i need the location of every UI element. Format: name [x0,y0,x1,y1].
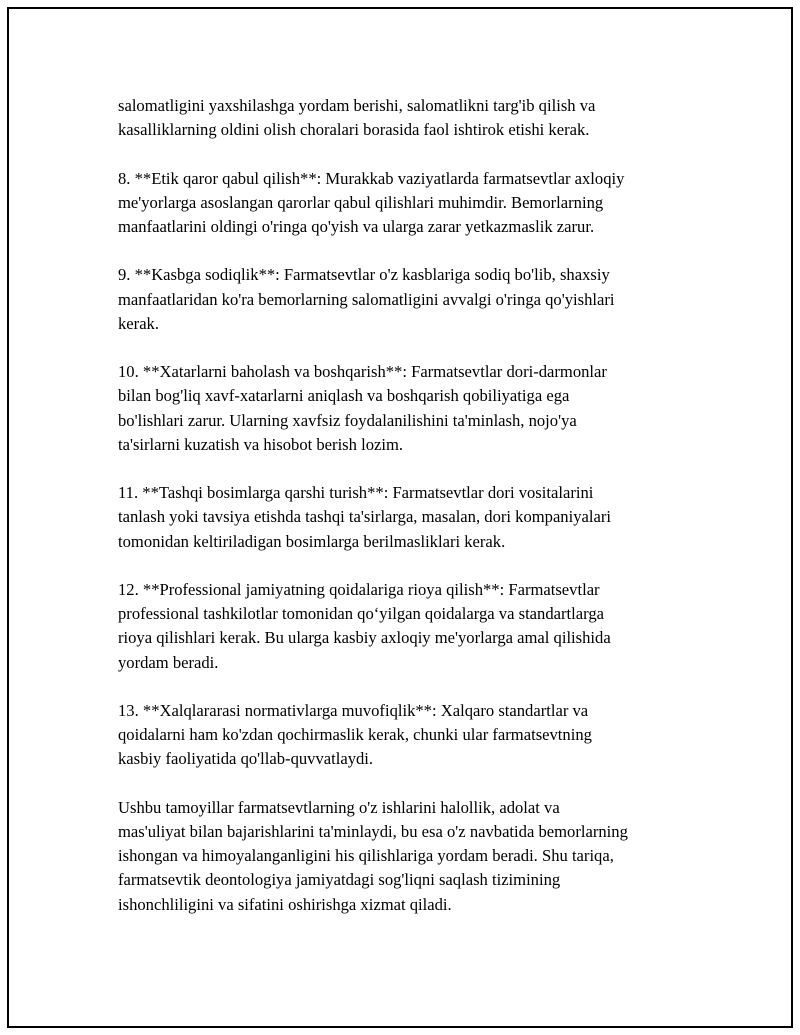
text-line: manfaatlaridan ko'ra bemorlarning salomatligini avvalgi o'ringa qo'yishlari [118,289,615,309]
paragraph-item-9 [118,263,708,336]
text-line: 13. **Xalqlararasi normativlarga muvofiqlik**: Xalqaro standartlar va [118,700,589,720]
paragraph-health-promotion [118,94,708,142]
paragraph-item-12 [118,578,708,675]
text-line: 9. **Kasbga sodiqlik**: Farmatsevtlar o'z kasblariga sodiq bo'lib, shaxsiy [118,265,610,285]
text-line: kasalliklarning oldini olish choralari borasida faol ishtirok etishi kerak. [118,120,590,140]
text-line: professional tashkilotlar tomonidan qo‘yilgan qoidalarga va standartlarga [118,604,605,624]
paragraph-item-10 [118,360,708,457]
text-line: farmatsevtik deontologiya jamiyatdagi sog'liqni saqlash tizimining [118,870,561,890]
text-line: tomonidan keltiriladigan bosimlarga berilmasliklari kerak. [118,531,506,551]
text-line: ta'sirlarni kuzatish va hisobot berish lozim. [118,434,404,454]
text-line: bo'lishlari zarur. Ularning xavfsiz foydalanilishini ta'minlash, nojo'ya [118,410,577,430]
text-line: bilan bog'liq xavf-xatarlarni aniqlash va boshqarish qobiliyatiga ega [118,386,570,406]
text-line: Ushbu tamoyillar farmatsevtlarning o'z ishlarini halollik, adolat va [118,797,560,817]
text-line: qoidalarni ham ko'zdan qochirmaslik kerak, chunki ular farmatsevtning [118,725,592,745]
paragraph-conclusion [118,796,708,917]
paragraph-item-11 [118,481,708,554]
paragraph-item-8 [118,167,708,240]
text-line: me'yorlarga asoslangan qarorlar qabul qilishlari muhimdir. Bemorlarning [118,192,604,212]
text-line: yordam beradi. [118,652,219,672]
paragraph-item-13 [118,699,708,772]
text-line: ishonchliligini va sifatini oshirishga xizmat qiladi. [118,894,452,914]
text-line: rioya qilishlari kerak. Bu ularga kasbiy axloqiy me'yorlarga amal qilishida [118,628,611,648]
text-line: manfaatlarini oldingi o'ringa qo'yish va ularga zarar yetkazmaslik zarur. [118,217,595,236]
text-line: 12. **Professional jamiyatning qoidalariga rioya qilish**: Farmatsevtlar [118,579,600,599]
text-line: tanlash yoki tavsiya etishda tashqi ta'sirlarga, masalan, dori kompaniyalari [118,507,611,527]
text-line: salomatligini yaxshilashga yordam berishi, salomatlikni targ'ib qilish va [118,96,596,115]
document-body [118,94,708,941]
text-line: mas'uliyat bilan bajarishlarini ta'minlaydi, bu esa o'z navbatida bemorlarning [118,821,628,841]
text-line: ishongan va himoyalanganligini his qilishlariga yordam beradi. Shu tariqa, [118,846,614,866]
text-line: kerak. [118,313,159,333]
text-line: 11. **Tashqi bosimlarga qarshi turish**: Farmatsevtlar dori vositalarini [118,483,594,503]
text-line: 10. **Xatarlarni baholash va boshqarish**: Farmatsevtlar dori-darmonlar [118,362,607,382]
text-line: 8. **Etik qaror qabul qilish**: Murakkab vaziyatlarda farmatsevtlar axloqiy [118,168,625,188]
text-line: kasbiy faoliyatida qo'llab-quvvatlaydi. [118,749,374,769]
